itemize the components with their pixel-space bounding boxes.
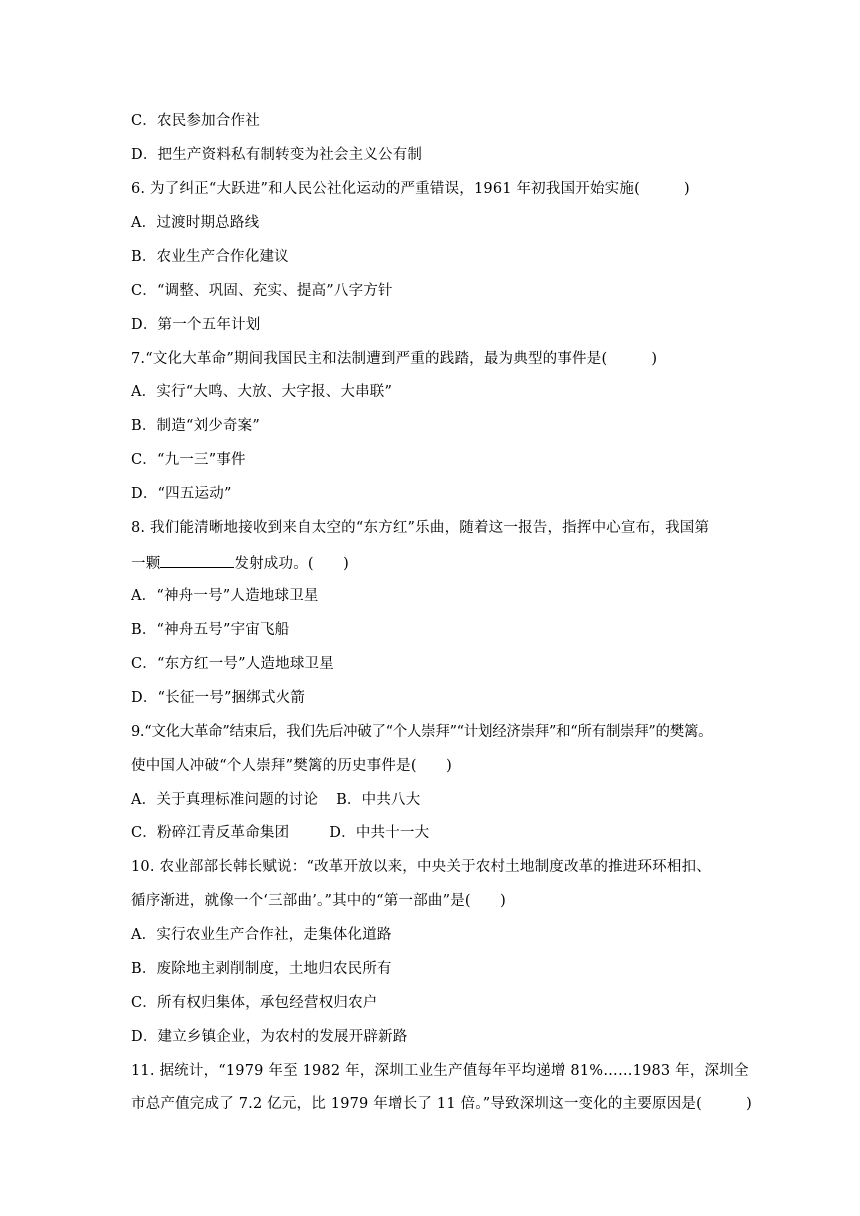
- option-a-q9: A．关于真理标准问题的讨论: [131, 792, 319, 808]
- question-6: 6. 为了纠正“大跃进”和人民公社化运动的严重错误，1961 年初我国开始实施( ): [131, 181, 690, 197]
- option-b-q7: B．制造“刘少奇案”: [131, 418, 260, 434]
- question-8-line-1: 8. 我们能清晰地接收到来自太空的“东方红”乐曲，随着这一报告，指挥中心宣布，我国第: [131, 520, 710, 536]
- question-8-line-2: [131, 552, 349, 574]
- option-c-q7: C．“九一三”事件: [131, 452, 246, 468]
- question-8-suffix: 发射成功。( ): [234, 556, 350, 572]
- option-b-q9: B．中共八大: [336, 792, 421, 808]
- option-a-q7: A．实行“大鸣、大放、大字报、大串联”: [131, 384, 393, 400]
- option-c-q10: C．所有权归集体，承包经营权归农户: [131, 995, 378, 1011]
- option-b-q6: B．农业生产合作化建议: [131, 249, 289, 265]
- option-d-q8: D．“长征一号”捆绑式火箭: [131, 690, 306, 706]
- option-d-q6: D．第一个五年计划: [131, 317, 261, 333]
- option-c-q5: C．农民参加合作社: [131, 113, 260, 129]
- question-9-line-2: 使中国人冲破“个人崇拜”樊篱的历史事件是( ): [131, 758, 452, 774]
- option-a-q6: A．过渡时期总路线: [131, 215, 260, 231]
- question-11-line-1: 11. 据统计，“1979 年至 1982 年，深圳工业生产值每年平均递增 81%……1983 年，深圳全: [131, 1063, 749, 1079]
- answer-blank: [160, 552, 234, 568]
- option-d-q9: D．中共十一大: [329, 825, 430, 841]
- question-10-line-1: 10. 农业部部长韩长赋说：“改革开放以来，中央关于农村土地制度改革的推进环环相扣、: [131, 859, 711, 875]
- question-9-line-1: 9.“文化大革命”结束后，我们先后冲破了“个人崇拜”“计划经济崇拜”和“所有制崇拜”的樊篱。: [131, 724, 713, 740]
- option-c-q9: C．粉碎江青反革命集团: [131, 825, 290, 841]
- options-ab-q9: [131, 790, 420, 810]
- option-a-q10: A．实行农业生产合作社，走集体化道路: [131, 927, 392, 943]
- option-d-q5: D．把生产资料私有制转变为社会主义公有制: [131, 147, 423, 163]
- question-7: 7.“文化大革命”期间我国民主和法制遭到严重的践踏，最为典型的事件是( ): [131, 351, 658, 367]
- question-11-line-2: 市总产值完成了 7.2 亿元，比 1979 年增长了 11 倍。”导致深圳这一变化的主要原因是( ): [131, 1096, 752, 1112]
- options-cd-q9: [131, 823, 429, 843]
- option-d-q10: D．建立乡镇企业，为农村的发展开辟新路: [131, 1029, 408, 1045]
- option-c-q6: C．“调整、巩固、充实、提高”八字方针: [131, 283, 393, 299]
- option-c-q8: C．“东方红一号”人造地球卫星: [131, 656, 334, 672]
- question-8-prefix: 一颗: [131, 556, 161, 572]
- option-b-q8: B．“神舟五号”宇宙飞船: [131, 622, 290, 638]
- option-a-q8: A．“神舟一号”人造地球卫星: [131, 588, 319, 604]
- option-b-q10: B．废除地主剥削制度，土地归农民所有: [131, 961, 392, 977]
- option-d-q7: D．“四五运动”: [131, 486, 232, 502]
- question-10-line-2: 循序渐进，就像一个‘三部曲’。”其中的“第一部曲”是( ): [131, 893, 507, 909]
